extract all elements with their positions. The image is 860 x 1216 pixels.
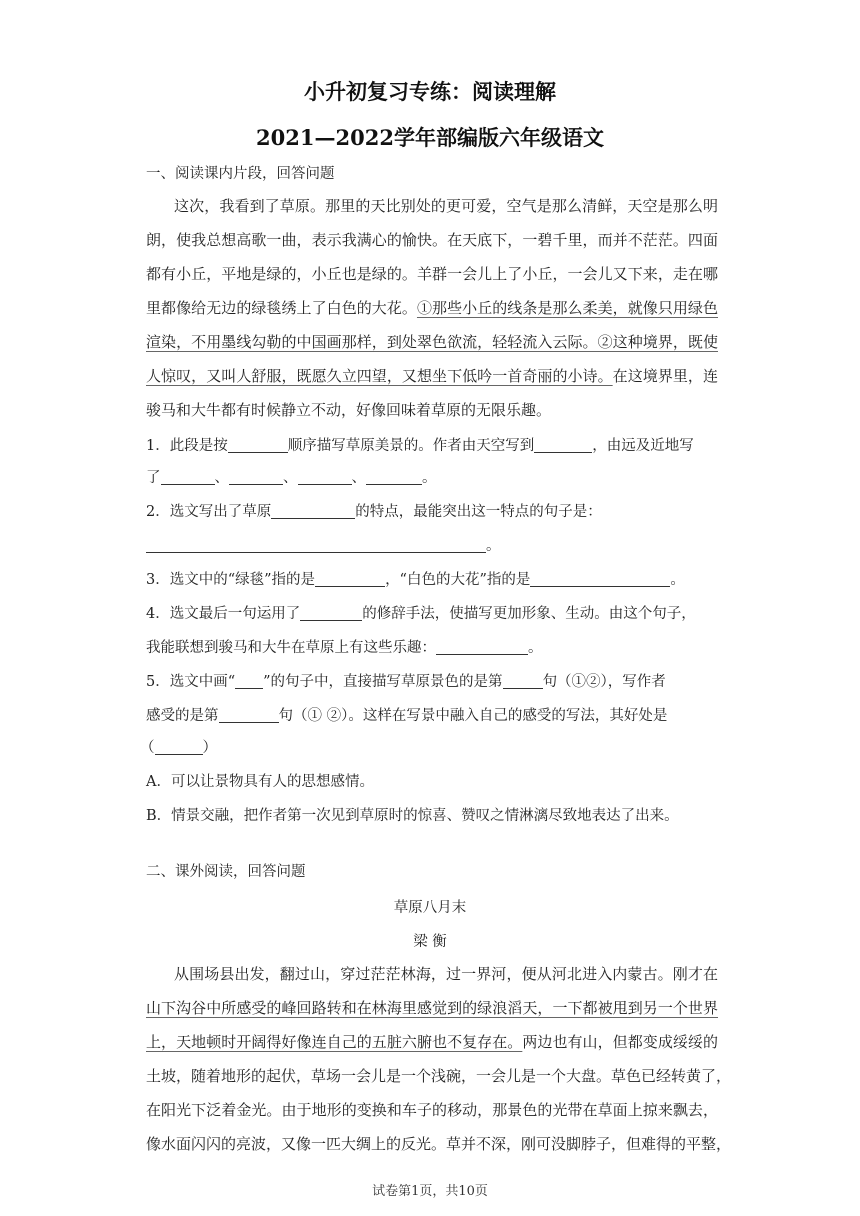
passage-line xyxy=(146,1032,718,1052)
underlined-sentence: 渲染，不用墨线勾勒的中国画那样，到处翠色欲流，轻轻流入云际。②这种境界，既使 xyxy=(146,333,718,351)
page-title: 小升初复习专练：阅读理解 xyxy=(304,79,556,104)
question-5-cont: 感受的是第 句（① ②）。这样在写景中融入自己的感受的写法，其好处是 xyxy=(146,708,668,724)
answer-blank[interactable] xyxy=(155,738,203,755)
passage-line xyxy=(146,366,718,386)
question-4: 4．选文最后一句运用了 的修辞手法，使描写更加形象、生动。由这个句子， xyxy=(146,606,696,622)
passage-line: 都有小丘，平地是绿的，小丘也是绿的。羊群一会儿上了小丘，一会儿又下来，走在哪 xyxy=(146,265,718,283)
answer-blank[interactable] xyxy=(436,638,528,655)
answer-blank[interactable] xyxy=(503,672,543,689)
section-1-heading: 一、阅读课内片段，回答问题 xyxy=(146,166,335,182)
passage-text: 在这境界里，连 xyxy=(612,367,718,385)
answer-blank[interactable] xyxy=(534,436,592,453)
answer-blank[interactable] xyxy=(271,502,355,519)
answer-blank[interactable] xyxy=(229,468,283,485)
question-1: 1．此段是按 顺序描写草原美景的。作者由天空写到 ，由远及近地写 xyxy=(146,438,694,454)
question-5-answer: （ ） xyxy=(140,740,217,756)
passage-line xyxy=(146,332,718,352)
passage-line: 在阳光下泛着金光。由于地形的变换和车子的移动，那景色的光带在草面上掠来飘去， xyxy=(146,1101,718,1119)
passage-line: 骏马和大牛都有时候静立不动，好像回味着草原的无限乐趣。 xyxy=(146,401,552,419)
passage-line: 土坡，随着地形的起伏，草场一会儿是一个浅碗，一会儿是一个大盘。草色已经转黄了， xyxy=(146,1067,732,1085)
question-5: 5．选文中画“ ”的句子中，直接描写草原景色的是第 句（①②），写作者 xyxy=(146,674,666,690)
passage-line: 像水面闪闪的亮波，又像一匹大绸上的反光。草并不深，刚可没脚脖子，但难得的平整， xyxy=(146,1135,732,1153)
underline-sample xyxy=(235,672,263,689)
answer-blank[interactable] xyxy=(146,536,486,553)
answer-blank[interactable] xyxy=(530,570,670,587)
passage-line: 这次，我看到了草原。那里的天比别处的更可爱，空气是那么清鲜，天空是那么明 xyxy=(174,197,718,215)
passage-text: 两边也有山，但都变成绥绥的 xyxy=(522,1033,718,1051)
passage-text: 里都像给无边的绿毯绣上了白色的大花。 xyxy=(146,299,417,317)
passage-line: 朗，使我总想高歌一曲，表示我满心的愉快。在天底下，一碧千里，而并不茫茫。四面 xyxy=(146,231,718,249)
answer-blank[interactable] xyxy=(228,436,288,453)
question-2-cont: 。 xyxy=(146,536,501,556)
question-3: 3．选文中的“绿毯”指的是 ，“白色的大花”指的是 。 xyxy=(146,572,685,588)
passage-line xyxy=(146,998,718,1018)
passage-line: 从围场县出发，翻过山，穿过茫茫林海，过一界河，便从河北进入内蒙古。刚才在 xyxy=(174,965,718,983)
answer-blank[interactable] xyxy=(315,570,385,587)
option-b[interactable]: B．情景交融，把作者第一次见到草原时的惊喜、赞叹之情淋漓尽致地表达了出来。 xyxy=(146,808,679,824)
article-author: 梁 衡 xyxy=(413,934,447,950)
page-footer: 试卷第1页，共10页 xyxy=(372,1184,488,1199)
option-a[interactable]: A．可以让景物具有人的思想感情。 xyxy=(146,774,374,790)
answer-blank[interactable] xyxy=(219,706,279,723)
section-2-heading: 二、课外阅读，回答问题 xyxy=(146,864,306,880)
article-title: 草原八月末 xyxy=(393,900,467,916)
underlined-sentence: 人惊叹，又叫人舒服，既愿久立四望，又想坐下低吟一首奇丽的小诗。 xyxy=(146,367,613,385)
question-2: 2．选文写出了草原 的特点，最能突出这一特点的句子是： xyxy=(146,504,602,520)
passage-line xyxy=(146,298,718,318)
question-4-cont: 我能联想到骏马和大牛在草原上有这些乐趣： 。 xyxy=(146,640,543,656)
answer-blank[interactable] xyxy=(300,604,362,621)
underlined-sentence: 山下沟谷中所感受的峰回路转和在林海里感觉到的绿浪滔天，一下都被甩到另一个世界 xyxy=(146,999,718,1017)
question-1-cont: 了 、 、 、 。 xyxy=(146,470,437,486)
underlined-sentence: 上，天地顿时开阔得好像连自己的五脏六腑也不复存在。 xyxy=(146,1033,523,1051)
answer-blank[interactable] xyxy=(366,468,422,485)
answer-blank[interactable] xyxy=(161,468,215,485)
page-subtitle: 2021—2022学年部编版六年级语文 xyxy=(256,125,604,150)
answer-blank[interactable] xyxy=(298,468,352,485)
underlined-sentence: ①那些小丘的线条是那么柔美，就像只用绿色 xyxy=(416,299,718,317)
